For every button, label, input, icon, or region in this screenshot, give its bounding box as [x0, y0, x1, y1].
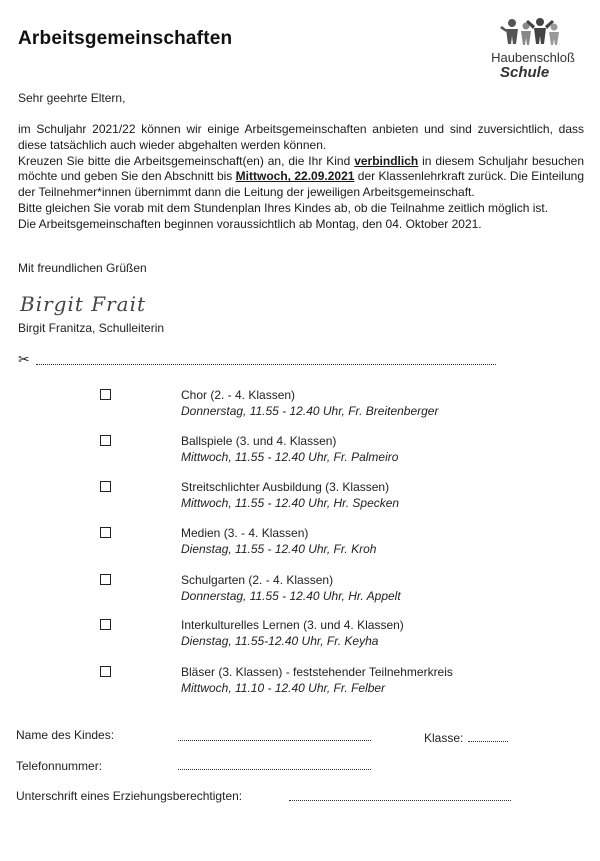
option-schedule: Mittwoch, 11.10 - 12.40 Uhr, Fr. Felber — [181, 681, 386, 695]
checkbox[interactable] — [100, 389, 111, 400]
school-logo — [478, 14, 588, 84]
option-item[interactable] — [100, 665, 520, 703]
option-item[interactable] — [100, 526, 520, 564]
option-name: Medien (3. - 4. Klassen) — [181, 526, 309, 540]
checkbox[interactable] — [100, 619, 111, 630]
checkbox[interactable] — [100, 574, 111, 585]
option-name: Chor (2. - 4. Klassen) — [181, 388, 296, 402]
option-name: Schulgarten (2. - 4. Klassen) — [181, 573, 334, 587]
option-schedule: Donnerstag, 11.55 - 12.40 Uhr, Fr. Breitenberger — [181, 404, 439, 418]
option-schedule: Dienstag, 11.55 - 12.40 Uhr, Fr. Kroh — [181, 542, 377, 556]
paragraph-2: Kreuzen Sie bitte die Arbeitsgemeinschaft(en) an, die Ihr Kind verbindlich in diesem Schuljahr besuchen möchte und geben Sie den Abschnitt bis Mittwoch, 22.09.2021 der Klassenlehrkraft zurück. Die Einteilung der Teilnehmer*innen übernimmt dann die Leitung der jeweiligen Arbeitsgemeinschaft. — [18, 153, 584, 200]
phone-label: Telefonnummer: — [16, 759, 103, 773]
guardian-signature-label: Unterschrift eines Erziehungsberechtigten: — [16, 789, 243, 803]
checkbox[interactable] — [100, 527, 111, 538]
option-name: Ballspiele (3. und 4. Klassen) — [181, 434, 337, 448]
option-schedule: Donnerstag, 11.55 - 12.40 Uhr, Hr. Appelt — [181, 589, 401, 603]
logo-school-subtitle: Schule — [500, 64, 550, 81]
closing: Mit freundlichen Grüßen — [18, 261, 147, 275]
dotted-separator — [36, 364, 496, 365]
option-schedule: Mittwoch, 11.55 - 12.40 Uhr, Hr. Specken — [181, 496, 400, 510]
checkbox[interactable] — [100, 481, 111, 492]
paragraph-1: im Schuljahr 2021/22 können wir einige Arbeitsgemeinschaften anbieten und sind zuversichtlich, dass diese tatsächlich auch wieder abgehalten werden können. — [18, 122, 584, 152]
paragraph-3: Bitte gleichen Sie vorab mit dem Stundenplan Ihres Kindes ab, ob die Teilnahme zeitlich möglich ist. — [18, 200, 549, 215]
greeting: Sehr geehrte Eltern, — [18, 91, 126, 105]
scissors-icon: ✂ — [18, 351, 30, 367]
signer-name: Birgit Franitza, Schulleiterin — [18, 321, 165, 335]
checkbox[interactable] — [100, 666, 111, 677]
deadline-date: Mittwoch, 22.09.2021 — [235, 169, 355, 184]
option-schedule: Mittwoch, 11.55 - 12.40 Uhr, Fr. Palmeiro — [181, 450, 399, 464]
option-schedule: Dienstag, 11.55-12.40 Uhr, Fr. Keyha — [181, 634, 379, 648]
page-title: Arbeitsgemeinschaften — [18, 28, 233, 49]
option-item[interactable] — [100, 480, 520, 518]
option-item[interactable] — [100, 573, 520, 611]
logo-school-name: Haubenschloß — [491, 50, 575, 65]
paragraph-4: Die Arbeitsgemeinschaften beginnen voraussichtlich ab Montag, den 04. Oktober 2021. — [18, 216, 482, 231]
children-figures-icon — [478, 14, 588, 54]
class-field[interactable] — [468, 741, 508, 742]
child-name-label: Name des Kindes: — [16, 728, 115, 742]
class-label: Klasse: — [424, 731, 464, 745]
option-name: Interkulturelles Lernen (3. und 4. Klassen) — [181, 618, 404, 632]
guardian-signature-field[interactable] — [289, 800, 511, 801]
option-item[interactable] — [100, 618, 520, 656]
option-item[interactable] — [100, 388, 520, 426]
letter-body — [18, 122, 584, 233]
child-name-field[interactable] — [178, 740, 371, 741]
option-name: Bläser (3. Klassen) - feststehender Teilnehmerkreis — [181, 665, 453, 679]
checkbox[interactable] — [100, 435, 111, 446]
option-item[interactable] — [100, 434, 520, 472]
cut-line — [18, 351, 496, 367]
option-name: Streitschlichter Ausbildung (3. Klassen) — [181, 480, 390, 494]
phone-field[interactable] — [178, 769, 371, 770]
emphasis-verbindlich: verbindlich — [354, 153, 419, 168]
handwritten-signature: Birgit Frait — [20, 292, 147, 316]
